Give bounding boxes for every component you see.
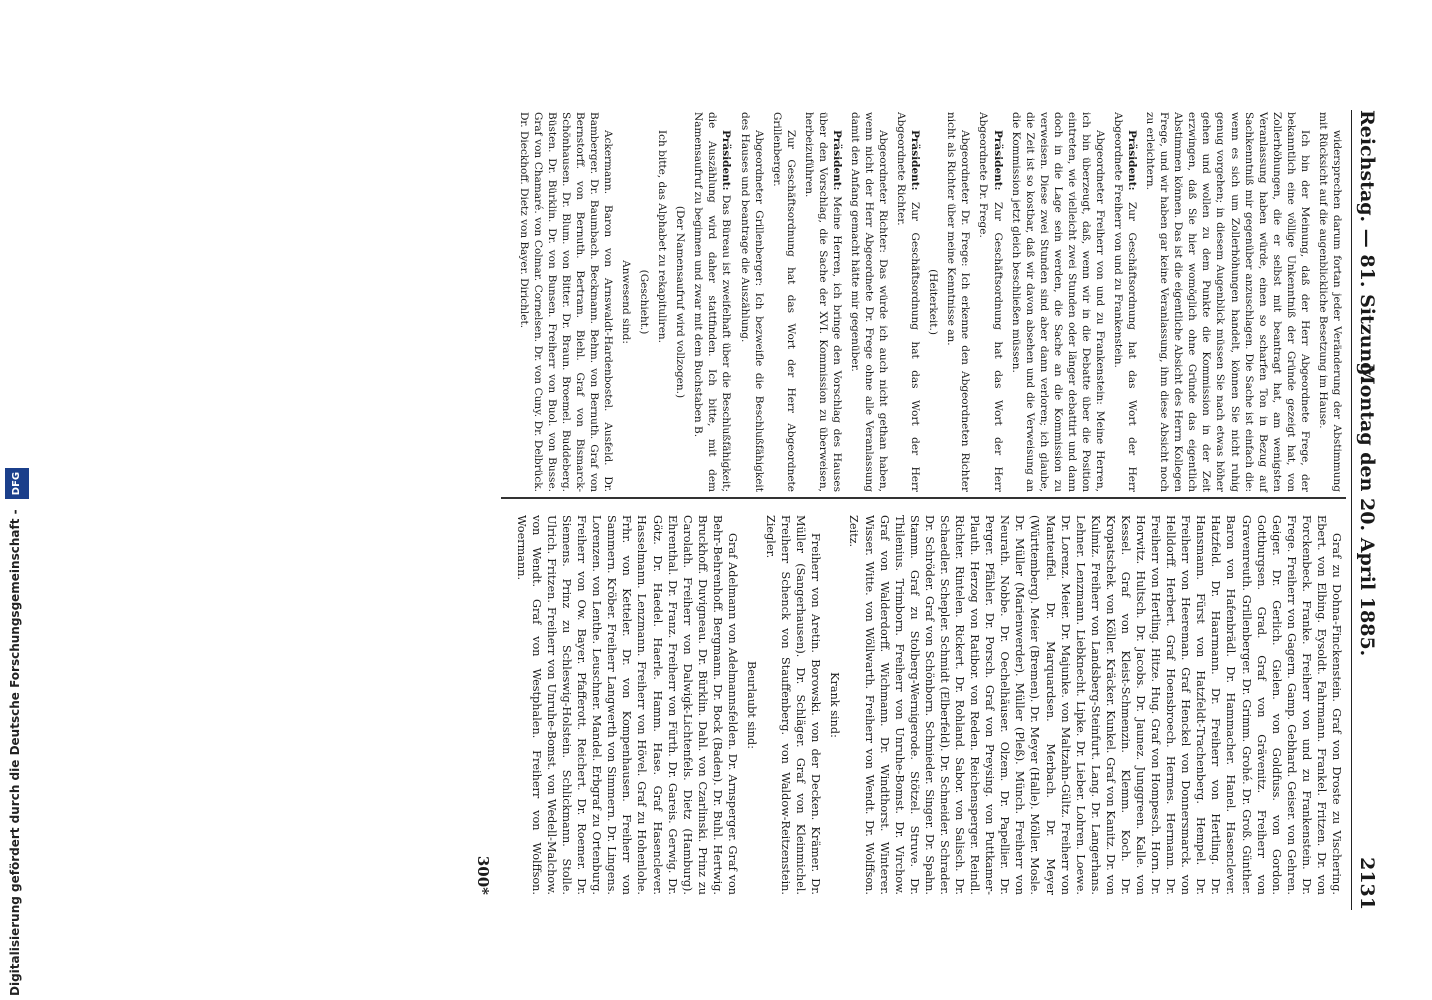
paragraph-text: Abgeordneter Dr. Frege: Ich erkenne den Abgeordneten Richter nicht als Richter über meine Kenntnisse an. [945, 112, 972, 492]
centered-note [673, 112, 687, 492]
centered-note [744, 515, 759, 895]
centered-note [827, 515, 842, 895]
paragraph-text: (Der Namensaufruf wird vollzogen.) [674, 205, 687, 399]
header-left: Reichstag. — 81. Sitzung. [1356, 110, 1378, 383]
paragraph-text: Zur Geschäftsordnung hat das Wort der Herr Abgeordnete Dr. Frege. [977, 112, 1004, 492]
paragraph [770, 112, 798, 492]
paragraph-text: Abgeordneter Richter: Das würde ich auch nicht gethan haben, wenn nicht der Herr Abgeordnete Dr. Frege ohne alle Veranlassung damit den Anfang gemacht hätte mir gegenüber. [849, 112, 890, 492]
paragraph [1111, 112, 1139, 492]
left-column [513, 112, 1344, 492]
paragraph-text: Abgeordneter Freiherr von und zu Frankenstein: Meine Herren, ich bin überzeugt, daß, wenn wir in die Debatte über die Position eintreten, wie vielleicht zwei Stunden oder länger debattirt und dann doch in die Lage sein werden, die Sache an die Kommission zu verweisen. Diese zwei Stunden sind aber dann verloren; ich glaube, die Zeit ist so kostbar, daß wir davon absehen und die Verweisung an die Kommission jetzt gleich beschließen müssen. [1009, 112, 1106, 492]
paragraph-text: Ich bin der Meinung, daß der Herr Abgeordnete Frege, der bekanntlich eine völlige Unkenntniß der Gründe gezeigt hat, von Zollerhöhungen, die er selbst mit beantragt hat, am wenigsten Veranlassung haben würde, einen so scharfen Ton in Bezug auf Sachkenntniß mir gegenüber anzuschlagen. Die Sache ist einfach die: wenn es sich um Zollerhöhungen handelt, können Sie nicht ruhig genug vorgehen; in diesem Augenblick müssen Sie nach etwas höher gehen und wollen zu dem Punkte die Kommission in der Zeit erzwingen, daß Sie hier womöglich ohne Gründe das eigentlich Abstimmen können. Das ist die eigentliche Absicht des Herrn Kollegen Frege, und wir haben gar keine Veranlassung, ihm diese Absicht noch zu erleichtern. [1144, 112, 1311, 492]
paragraph-text: Krank sind: [828, 672, 842, 738]
right-column [510, 515, 1344, 895]
paragraph-text: Das Büreau ist zweifelhaft über die Beschlußfähigkeit; die Auszählung wird daher stattfinden. Ich bitte, mit dem Namensaufruf zu beginnen und zwar mit dem Buchstaben B. [692, 112, 733, 492]
paragraph-text: Zur Geschäftsordnung hat das Wort der Herr Abgeordnete Richter. [895, 112, 922, 492]
page-number: 2131 [1356, 857, 1378, 910]
paragraph [517, 112, 615, 492]
paragraph [1316, 112, 1344, 492]
column-divider [501, 497, 1346, 499]
paragraph [1143, 112, 1312, 492]
credit-text: Digitalisierung gefördert durch die Deutsche Forschungsgemeinschaft - [8, 509, 22, 996]
speaker-label: Präsident: [830, 130, 843, 191]
paragraph-text: Graf Adelmann von Adelmannsfelden. Dr. Arnsperger. Graf von Behr-Behrenhoff. Bergmann. Dr. Bock (Baden). Dr. Buhl. Hertwig. Bruckhoff. Duvigneau. Dr. Bürklin. Dahl. von Czarlinski. Prinz zu Carolath. Freiherr von Dalwigk-Lichtenfels. Dietz (Hamburg). Ehrenthal. Dr. Franz. Freiherr von Fürth. Dr. Gareis. Gerwig. Dr. Götz. Dr. Haedel. Haerle. Hamm. Hase. Graf Hasenclever. Hasselmann. Lenzmann. Freiherr von Hövel. Graf zu Hohenlohe. Frhr. von Ketteler. Dr. von Kompenhausen. Freiherr von Sammern. Kröber. Freiherr Langwerth von Simmern. Dr. Lingens. Lorenzen. von Lenthe. Leuschner. Mandel. Erbgraf zu Ortenburg. Freiherr von Ow. Bayer. Pfafferott. Reichert. Dr. Roemer. Dr. Siemens. Prinz zu Schleswig-Holstein. Schlickmann. Stolle. Ulrich. Fritzen. Freiherr von Unruhe-Bomst. von Wedell-Malchow. von Wendt. Graf von Westphalen. Freiherr von Wolffson. Woermann. [514, 515, 739, 895]
running-header [1351, 110, 1392, 910]
paragraph [846, 515, 1344, 895]
paragraph-text: Zur Geschäftsordnung hat das Wort der Herr Abgeordnete Grillenberger. [770, 112, 797, 492]
speaker-label: Präsident: [1126, 130, 1139, 191]
paragraph [763, 515, 823, 895]
paragraph-text: Freiherr von Aretin. Borowski. von der Decken. Krämer. Dr. Müller (Sangerhausen). Dr. Schläger. Graf von Kleinmichel. Freiherr Schenck von Stauffenberg. von Waldow-Reitzenstein. Ziegler. [764, 515, 823, 895]
paragraph [894, 112, 922, 492]
paragraph-text: Meine Herren, ich bringe den Vorschlag des Hauses über den Vorschlag, die Sache der XVI. Kommission zu überweisen, herbeizuführen. [802, 112, 843, 492]
centered-note [637, 112, 651, 492]
paragraph-text: Ich bitte, das Alphabet zu rekapituliren. [656, 130, 669, 344]
paragraph [655, 112, 669, 492]
centered-note [619, 112, 633, 492]
paragraph-text: (Heiterkeit.) [927, 269, 940, 335]
sheet-folio: 300* [474, 855, 492, 895]
header-date: Montag den 20. April 1885. [1356, 363, 1378, 657]
paragraph [944, 112, 972, 492]
paragraph-text: Abgeordneter Grillenberger: Ich bezweifle die Beschlußfähigkeit des Hauses und beantrage die Auszählung. [738, 112, 765, 492]
paragraph-text: Beurlaubt sind: [745, 660, 759, 749]
speaker-label: Präsident: [720, 130, 733, 191]
speaker-label: Präsident: [909, 130, 922, 191]
paragraph-text: Zur Geschäftsordnung hat das Wort der Herr Abgeordnete Freiherr von und zu Frankenstein. [1112, 112, 1139, 492]
paragraph-text: Ackermann. Baron von Arnswaldt-Hardenbostel. Ausfeld. Dr. Bamberger. Dr. Baumbach. Beckmann. Behm. von Bernuth. Graf von Bernstorff. von Bernuth. Bertram. Biehl. Graf von Bismarck-Schönhausen. Dr. Blum. von Bitter. Dr. Braun. Broemel. Buddeberg. Büsten. Dr. Bürklin. Dr. von Bunsen. Freiherr von Buol. von Busse. Graf von Chamaré. von Colmar. Cornelsen. Dr. von Cuny. Dr. Delbrück. Dr. Dieckhoff. Dietz von Bayer. Dirichlet. [517, 112, 615, 492]
centered-note [926, 112, 940, 492]
digitization-credit [3, 468, 27, 996]
paragraph [514, 515, 740, 895]
paragraph-text: widersprechen darum fortan jeder Veränderung der Abstimmung mit Rücksicht auf die augenblickliche Besetzung im Hause. [1316, 112, 1343, 492]
speaker-label: Präsident: [991, 130, 1004, 191]
paragraph [848, 112, 890, 492]
paragraph-text: Graf zu Dohna-Finckenstein. Graf von Droste zu Vischering. Ebert. von Elbing. Eysoldt. Fahrmann. Frankel. Fritzen. Dr. von Forckenbeck. Franke. Freiherr von und zu Frankenstein. Dr. Frege. Freiherr von Gagern. Gamp. Gebhard. Geiser. von Gehren. Geiger. Dr. Gerlich. Gielen. von Goldfuss. von Gordon. Gottburgsen. Grad. Graf von Grävenitz. Freiherr von Gravenreuth. Grillenberger. Dr. Grimm. Grohé. Dr. Groß. Günther. Baron von Hafenbrädl. Dr. Hammacher. Hanel. Hasenclever. Hatzfeld. Dr. Haarmann. Dr. Freiherr von Hertling. Dr. Hansmann. Fürst von Hatzfeldt-Trachenberg. Hempel. Dr. Freiherr von Heereman. Graf Henckel von Donnersmarck. von Helldorff. Herbert. Graf Hoensbroech. Hermes. Hermann. Dr. Freiherr von Hertling. Hitze. Hug. Graf von Hompesch. Horn. Dr. Horwitz. Hultsch. Dr. Jacobs. Dr. Jaunez. Junggreen. Kalle. von Kessel. Graf von Kleist-Schmenzin. Klemm. Koch. Dr. Kropatschek. von Köller. Kräcker. Kunkel. Graf von Kanitz. Dr. von Kulmiz. Freiherr von Landsberg-Steinfurt. Lang. Dr. Langerhans. Lehner. Lenzmann. Liebknecht. Lipke. Dr. Lieber. Lohren. Loewe. Dr. Lorenz. Meier. Dr. Majunke. von Maltzahn-Gültz. Freiherr von Manteuffel. Dr. Marquardsen. Merbach. Dr. Meyer (Württemberg). Meier (Bremen). Dr. Meyer (Halle). Möller. Mosle. Dr. Müller (Marienwerder). Müller (Pleß). Münch. Freiherr von Neurath. Nobbe. Dr. Oechelhäuser. Olzem. Dr. Papellier. Dr. Perger. Pfähler. Dr. Porsch. Graf von Preysing. von Puttkamer-Plauth. Herzog von Ratibor. von Reden. Reichensperger. Reindl. Richter. Rintelen. Rickert. Dr. Rohland. Sabor. von Salisch. Dr. Schaedler. Schepler. Schmidt (Elberfeld). Dr. Schneider. Schrader. Dr. Schröder. Graf von Schönborn. Schmieder. Singer. Dr. Spahn. Stamm. Graf zu Stolberg-Wernigerode. Stötzel. Struve. Dr. Thilenius. Trimborn. Freiherr von Unruhe-Bomst. Dr. Virchow. Graf von Walderdorff. Wichmann. Dr. Windthorst. Winterer. Wisser. Witte. von Wöllwarth. Freiherr von Wendt. Dr. Wolffson. Zeitz. [847, 515, 1343, 895]
paragraph [738, 112, 766, 492]
paragraph [691, 112, 733, 492]
paragraph [1009, 112, 1107, 492]
paragraph-text: (Geschieht.) [638, 269, 651, 335]
paragraph [976, 112, 1004, 492]
dfg-logo: DFG [5, 468, 29, 499]
paragraph [802, 112, 844, 492]
paragraph-text: Anwesend sind: [620, 260, 633, 344]
